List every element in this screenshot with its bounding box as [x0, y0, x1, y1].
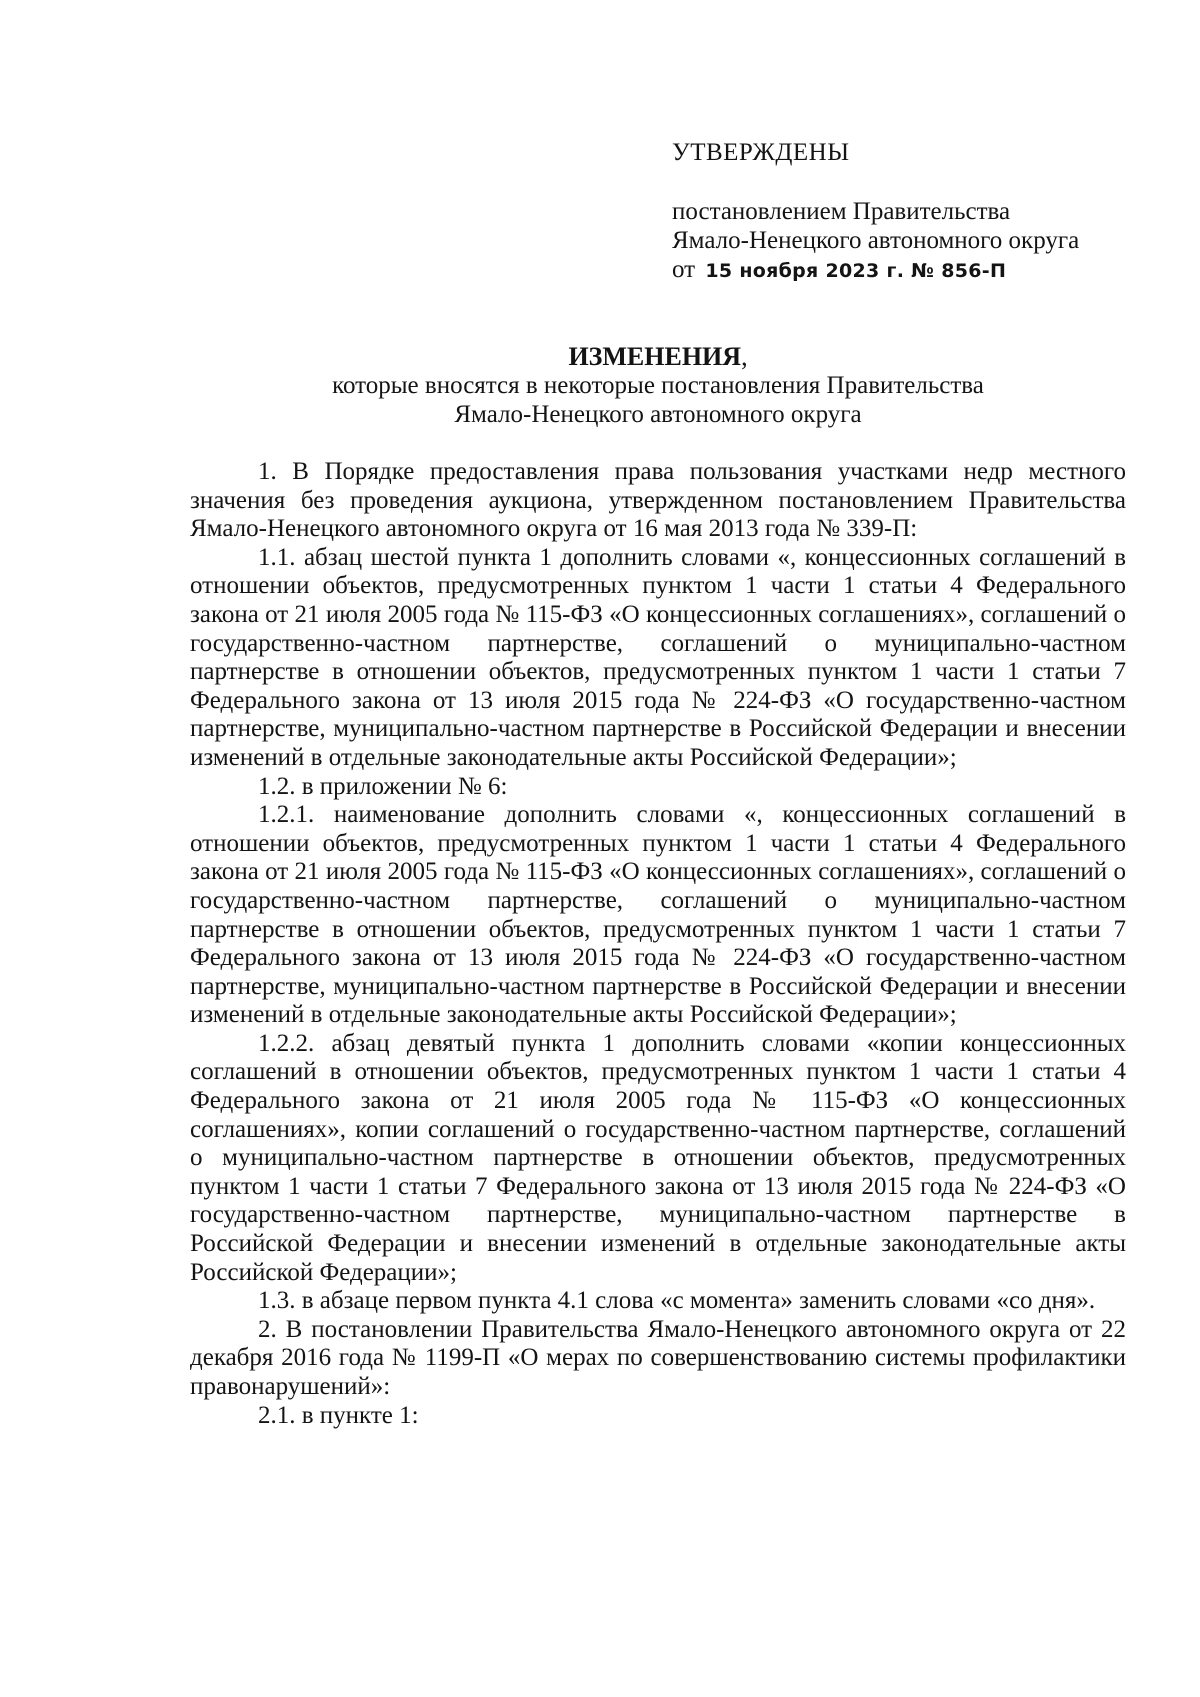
paragraph-1-3: 1.3. в абзаце первом пункта 4.1 слова «с момента» заменить словами «со дня».: [258, 1287, 1096, 1315]
paragraph-2: 2. В постановлении Правительства Ямало-Ненецкого автономного округа от 22 декабря 2016 года № 1199-П «О мерах по совершенствованию системы профилактики правонарушений»:: [190, 1315, 1126, 1400]
document-title-comma: ,: [741, 342, 748, 371]
paragraph-1-1: 1.1. абзац шестой пункта 1 дополнить словами «, концессионных соглашений в отношении объектов, предусмотренных пунктом 1 части 1 статьи 4 Федерального закона от 21 июля 2005 года № 115-ФЗ «О концессионных соглашениях», соглашений о государственно-частном партнерстве, соглашений о муниципально-частном партнерстве в отношении объектов, предусмотренных пунктом 1 части 1 статьи 7 Федерального закона от 13 июля 2015 года № 224-ФЗ «О государственно-частном партнерстве, муниципально-частном партнерстве в Российской Федерации и внесении изменений в отдельные законодательные акты Российской Федерации»;: [190, 543, 1126, 771]
approval-line-1: постановлением Правительства: [672, 198, 1011, 225]
approval-block: [672, 138, 1152, 286]
paragraph-1-2: 1.2. в приложении № 6:: [258, 772, 508, 800]
approval-date-prefix: от: [672, 256, 696, 283]
document-title-text: ИЗМЕНЕНИЯ: [568, 342, 742, 371]
approval-line-3: [672, 255, 1152, 286]
approved-heading: УТВЕРЖДЕНЫ: [672, 139, 850, 166]
approval-line-2: Ямало-Ненецкого автономного округа: [672, 227, 1080, 254]
document-title: [190, 342, 1126, 371]
approval-date-stamp: 15 ноября 2023 г. № 856-П: [705, 260, 1007, 282]
paragraph-2-1: 2.1. в пункте 1:: [258, 1401, 419, 1429]
document-subtitle-2: Ямало-Ненецкого автономного округа: [454, 401, 862, 428]
document-header: [190, 342, 1126, 429]
paragraph-1-2-2: 1.2.2. абзац девятый пункта 1 дополнить словами «копии концессионных соглашений в отношении объектов, предусмотренных пунктом 1 части 1 статьи 4 Федерального закона от 21 июля 2005 года № 115-ФЗ «О концессионных соглашениях», копии соглашений о государственно-частном партнерстве, соглашений о муниципально-частном партнерстве в отношении объектов, предусмотренных пунктом 1 части 1 статьи 7 Федерального закона от 13 июля 2015 года № 224-ФЗ «О государственно-частном партнерстве, муниципально-частном партнерстве в Российской Федерации и внесении изменений в отдельные законодательные акты Российской Федерации»;: [190, 1029, 1126, 1286]
document-body: [190, 458, 1126, 1430]
paragraph-1: 1. В Порядке предоставления права пользования участками недр местного значения без проведения аукциона, утвержденном постановлением Правительства Ямало-Ненецкого автономного округа от 16 мая 2013 года № 339-П:: [190, 458, 1126, 543]
paragraph-1-2-1: 1.2.1. наименование дополнить словами «, концессионных соглашений в отношении объектов, предусмотренных пунктом 1 части 1 статьи 4 Федерального закона от 21 июля 2005 года № 115-ФЗ «О концессионных соглашениях», соглашений о государственно-частном партнерстве, соглашений о муниципально-частном партнерстве в отношении объектов, предусмотренных пунктом 1 части 1 статьи 7 Федерального закона от 13 июля 2015 года № 224-ФЗ «О государственно-частном партнерстве, муниципально-частном партнерстве в Российской Федерации и внесении изменений в отдельные законодательные акты Российской Федерации»;: [190, 801, 1126, 1029]
document-subtitle-1: которые вносятся в некоторые постановления Правительства: [332, 372, 984, 399]
